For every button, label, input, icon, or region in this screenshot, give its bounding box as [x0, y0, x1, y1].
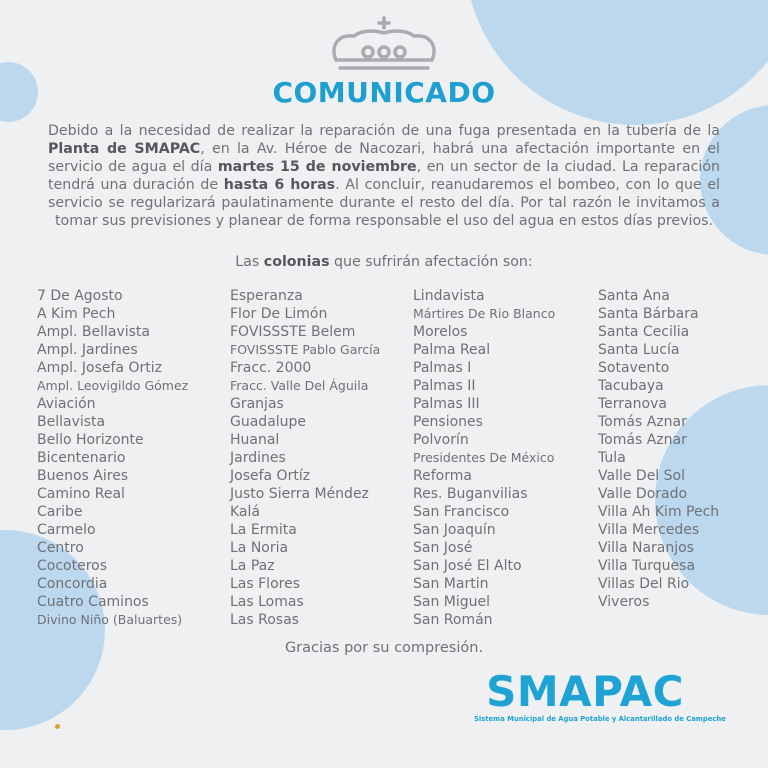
colonia-item: Villa Turquesa — [598, 558, 696, 574]
colonia-item: 7 De Agosto — [37, 288, 123, 304]
colonia-item: Presidentes De México — [413, 450, 555, 465]
highlight-date: martes 15 de noviembre — [217, 159, 417, 175]
colonia-item: Flor De Limón — [230, 306, 328, 322]
colonia-item: Justo Sierra Méndez — [230, 486, 369, 502]
colonia-item: Palmas III — [413, 396, 480, 412]
colonia-item: Concordia — [37, 576, 108, 592]
colonia-item: Palmas I — [413, 360, 472, 376]
colonia-item: Las Lomas — [230, 594, 304, 610]
page-title: COMUNICADO — [272, 76, 496, 109]
colonia-item: Fracc. Valle Del Águila — [230, 378, 369, 393]
colonia-item: Villa Mercedes — [598, 522, 700, 538]
colonia-item: Buenos Aires — [37, 468, 129, 484]
colonia-item: Santa Lucía — [598, 342, 680, 358]
colonia-item: Huanal — [230, 432, 280, 448]
announcement-paragraph: Debido a la necesidad de realizar la reparación de una fuga presentada en la tubería de la Planta de SMAPAC, en la Av. Héroe de Nacozari, habrá una afectación importante en el servicio de agua el día martes 15 de noviembre, en un sector de la ciudad. La reparación tendrá una duración de hasta 6 horas. Al concluir, reanudaremos el bombeo, con lo que el servicio se regularizará paulatinamente durante el resto del día. Por tal razón le invitamos a tomar sus previsiones y planear de forma responsable el uso del agua en estos días previos. — [48, 123, 720, 229]
colonia-item: Bellavista — [37, 414, 106, 430]
colonia-item: Villa Ah Kim Pech — [598, 504, 720, 520]
colonia-item: Las Flores — [230, 576, 300, 592]
colonia-item: Fracc. 2000 — [230, 360, 312, 376]
colonia-item: La Ermita — [230, 522, 297, 538]
colonia-item: Terranova — [598, 396, 667, 412]
colonia-item: Ampl. Bellavista — [37, 324, 151, 340]
thanks-text: Gracias por su compresión. — [284, 640, 484, 656]
colonia-item: FOVISSSTE Pablo García — [230, 342, 381, 357]
colonia-item: Josefa Ortíz — [230, 468, 311, 484]
colonias-column-4 — [598, 287, 719, 611]
colonia-item: Granjas — [230, 396, 284, 412]
colonia-item: Tula — [598, 450, 626, 466]
colonia-item: San Francisco — [413, 504, 510, 520]
logo-subtitle: Sistema Municipal de Agua Potable y Alcantarillado de Campeche — [474, 715, 726, 723]
crown-icon — [328, 16, 440, 72]
colonia-item: Valle Del Sol — [598, 468, 685, 484]
colonia-item: Pensiones — [413, 414, 483, 430]
colonia-item: Divino Niño (Baluartes) — [37, 612, 183, 627]
colonia-item: Res. Buganvilias — [413, 486, 528, 502]
colonia-item: Lindavista — [413, 288, 485, 304]
colonias-column-1 — [37, 287, 188, 629]
colonia-item: Mártires De Rio Blanco — [413, 306, 556, 321]
colonia-item: Ampl. Jardines — [37, 342, 138, 358]
colonia-item: Polvorín — [413, 432, 469, 448]
colonias-column-2 — [230, 287, 380, 629]
colonia-item: Aviación — [37, 396, 96, 412]
colonia-item: Valle Dorado — [598, 486, 688, 502]
colonia-item: Tacubaya — [598, 378, 664, 394]
colonias-column-3 — [413, 287, 555, 629]
colonia-item: San Martin — [413, 576, 489, 592]
colonia-item: Palma Real — [413, 342, 491, 358]
colonia-item: Palmas II — [413, 378, 476, 394]
colonia-item: Guadalupe — [230, 414, 307, 430]
colonia-item: Santa Bárbara — [598, 306, 699, 322]
colonia-item: Villas Del Rio — [598, 576, 690, 592]
highlight-plant: Planta de SMAPAC — [48, 141, 201, 157]
highlight-duration: hasta 6 horas — [223, 177, 336, 193]
colonia-item: Ampl. Leovigildo Gómez — [37, 378, 189, 393]
colonia-item: Tomás Aznar — [598, 432, 687, 448]
colonia-item: FOVISSSTE Belem — [230, 324, 356, 340]
colonia-item: A Kim Pech — [37, 306, 116, 322]
colonia-item: Cuatro Caminos — [37, 594, 149, 610]
colonia-item: Cocoteros — [37, 558, 108, 574]
colonia-item: Santa Cecilia — [598, 324, 690, 340]
colonia-item: Camino Real — [37, 486, 125, 502]
colonia-item: Santa Ana — [598, 288, 670, 304]
colonia-item: La Noria — [230, 540, 289, 556]
colonia-item: San José El Alto — [413, 558, 522, 574]
colonia-item: San Joaquín — [413, 522, 496, 538]
smapac-logo — [474, 667, 726, 723]
colonia-item: Ampl. Josefa Ortiz — [37, 360, 162, 376]
colonia-item: Bicentenario — [37, 450, 126, 466]
colonias-intro: Las colonias que sufrirán afectación son: — [235, 254, 533, 270]
colonia-item: Reforma — [413, 468, 472, 484]
colonia-item: Morelos — [413, 324, 468, 340]
logo-name: SMAPAC — [486, 667, 684, 716]
colonia-item: Viveros — [598, 594, 650, 610]
colonia-item: Centro — [37, 540, 84, 556]
colonia-item: Esperanza — [230, 288, 303, 304]
colonia-item: Bello Horizonte — [37, 432, 144, 448]
colonia-item: Sotavento — [598, 360, 670, 376]
colonia-item: Carmelo — [37, 522, 96, 538]
decorative-dot — [55, 724, 60, 729]
colonia-item: San Miguel — [413, 594, 491, 610]
colonia-item: San José — [413, 540, 473, 556]
colonia-item: Caribe — [37, 504, 83, 520]
colonia-item: San Román — [413, 612, 493, 628]
colonia-item: Jardines — [230, 450, 286, 466]
colonia-item: Villa Naranjos — [598, 540, 694, 556]
colonia-item: Kalá — [230, 504, 260, 520]
colonia-item: Tomás Aznar — [598, 414, 687, 430]
colonia-item: La Paz — [230, 558, 275, 574]
colonia-item: Las Rosas — [230, 612, 299, 628]
